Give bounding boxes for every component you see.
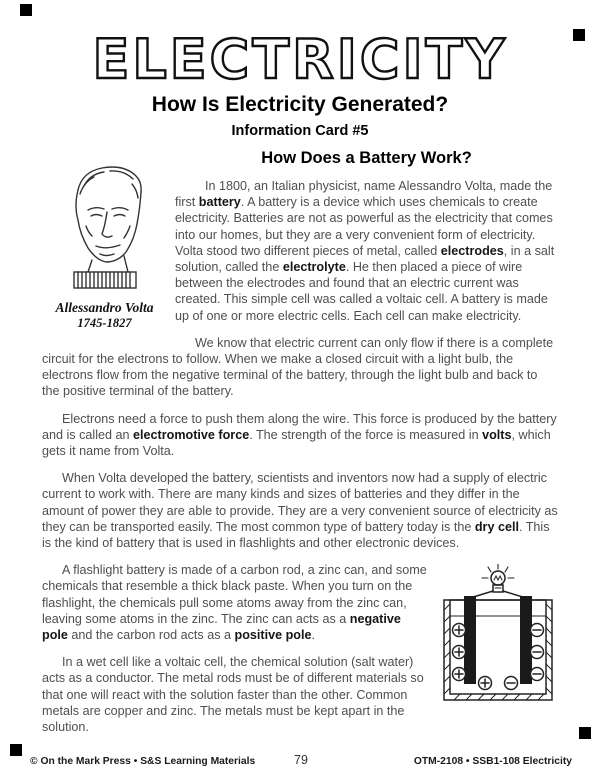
light-bulb-icon (491, 571, 505, 585)
paragraph-flashlight-battery: A flashlight battery is made of a carbon rod, a zinc can, and some chemicals that resemble a thick black paste. When you turn on the flashlight, the chemicals pull some atoms away from the zinc can, leaving some atoms in the zinc. The zinc can acts as a negative pole and the carbon rod acts as a positive pole. (42, 563, 427, 643)
page-footer (30, 753, 572, 767)
paragraph-wet-cell: In a wet cell like a voltaic cell, the chemical solution (salt water) acts as a conductor. The metal rods must be of different materials so that one will react with the solution faster than the other. Common metals are copper and zinc. The metals must be kept apart in the solution. (42, 655, 424, 735)
page-subtitle: How Is Electricity Generated? (151, 93, 449, 116)
paragraph-circuit: We know that electric current can only flow if there is a complete circuit for the electrons to follow. When we make a closed circuit with a light bulb, the electrons flow from the negative terminal of the battery, through the light bulb and back to the positive terminal of the battery. (42, 335, 554, 399)
product-code-text: OTM-2108 • SSB1-108 Electricity (413, 756, 572, 767)
electrode-rod-icon (464, 596, 476, 684)
volta-caption-name: Allessandro Volta (55, 300, 154, 315)
volta-portrait-figure (42, 160, 167, 331)
electrode-rod-icon (520, 596, 532, 684)
page-number: 79 (294, 753, 308, 767)
voltaic-cell-figure (438, 564, 558, 711)
information-card-label: Information Card #5 (231, 123, 369, 139)
page-title: ELECTRICITY (92, 28, 508, 91)
registration-mark-icon (10, 744, 22, 756)
volta-caption-years: 1745-1827 (77, 316, 132, 330)
voltaic-cell-illustration (438, 564, 558, 706)
card-content (0, 148, 600, 735)
copyright-text: © On the Mark Press • S&S Learning Materials (30, 756, 256, 767)
paragraph-electromotive-force: Electrons need a force to push them along the wire. This force is produced by the battery and is called an electromotive force. The strength of the force is measured in volts, which gets it name from Volta. (42, 411, 557, 459)
registration-mark-icon (573, 29, 585, 41)
section-heading: How Does a Battery Work? (261, 149, 472, 167)
registration-mark-icon (579, 727, 591, 739)
volta-portrait-illustration (44, 160, 165, 295)
registration-mark-icon (20, 4, 32, 16)
paragraph-dry-cell: When Volta developed the battery, scientists and inventors now had a supply of electric current to work with. There are many kinds and sizes of batteries and they differ in the amount of power they are able to provide. They are a very convenient source of electricity as they can be transported easily. The most common type of battery today is the dry cell. This is the kind of battery that is used in flashlights and other electronic devices. (42, 471, 558, 551)
paragraph-battery-intro: In 1800, an Italian physicist, name Alessandro Volta, made the first battery. A battery is a device which uses chemicals to create electricity. Batteries are not as powerful as the electricity that comes into our homes, but they are a very convenient form of electricity. Volta stood two different pieces of metal, called electrodes, in a salt solution, called the electrolyte. He then placed a piece of wire between the electrodes and found that an electric current was created. This simple cell was called a voltaic cell. A battery is made up of one or more electric cells. Each cell can make electricity. (175, 179, 555, 323)
